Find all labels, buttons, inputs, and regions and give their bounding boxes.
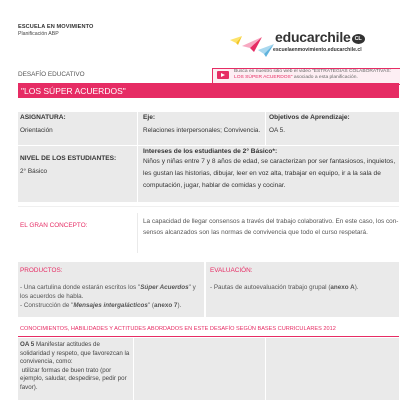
objectives-label: Objetivos de Aprendizaje: [269,114,350,121]
logo-badge: CL [352,34,365,44]
concept-text: La capacidad de llegar consensos a través del trabajo colaborativo. En este caso, los con- sensos alcanzados son las normas de convivencia que todo el curso respetará. [143,218,399,236]
paper-planes-icon [228,28,276,64]
evaluation-label: EVALUACIÓN: [210,267,253,274]
axis-label: Eje: [143,114,156,121]
plan-type: Planificación ABP [18,31,59,37]
school-name: ESCUELA EN MOVIMIENTO [18,24,94,30]
oa5-text: OA 5 Manifestar actitudes de solidaridad y respeto, que favorezcan la convivencia, como: utilizar formas de buen trato (por ejemplo, saludar, despedirse, pedir por favor). [20,341,130,391]
video-play-icon [217,71,229,79]
site-url[interactable]: escuelaenmovimiento.educarchile.cl [273,47,362,53]
subject-value: Orientación [20,127,53,134]
subject-label: ASIGNATURA: [20,114,66,121]
video-notice-text: Busca en nuestro sitio web el video "ESTRATEGIAS COLABORATIVAS: LOS SÚPER ACUERDOS" asociado a esta planificación. [234,69,391,81]
objectives-value: OA 5. [269,127,285,134]
interests-label: Intereses de los estudiantes de 2° Básico*: [143,148,278,155]
evaluation-item: - Pautas de autoevaluación trabajo grupal (anexo A). [210,284,359,291]
educarchile-logo[interactable] [275,29,365,45]
challenge-title: "LOS SÚPER ACUERDOS" [21,86,126,96]
level-label: NIVEL DE LOS ESTUDIANTES: [20,155,117,162]
products-list: - Una cartulina donde estarán escritos los "Súper Acuerdos" y los acuerdos de habla. - Construcción de "Mensajes intergalácticos" (anexo 7). [20,284,196,309]
concept-label: EL GRAN CONCEPTO: [20,222,88,229]
axis-value: Relaciones interpersonales; Convivencia. [143,127,261,134]
challenge-label: DESAFÍO EDUCATIVO [18,71,85,78]
level-value: 2° Básico [20,168,48,175]
logo-text: educarchile [275,29,351,45]
knowledge-label: CONOCIMIENTOS, HABILIDADES Y ACTITUDES ABORDADOS EN ESTE DESAFÍO SEGÚN BASES CURRICULARES 2012 [20,326,336,332]
interests-text: Niños y niñas entre 7 y 8 años de edad, se caracterizan por ser fantasiosos, inquietos, les gustan las historias, dibujar, leer en voz alta, trabajar en equipo, ir a la sala de computación, jugar, hablar de comidas y cocinar. [143,158,396,189]
products-label: PRODUCTOS: [20,267,63,274]
knowledge-divider [18,336,399,337]
